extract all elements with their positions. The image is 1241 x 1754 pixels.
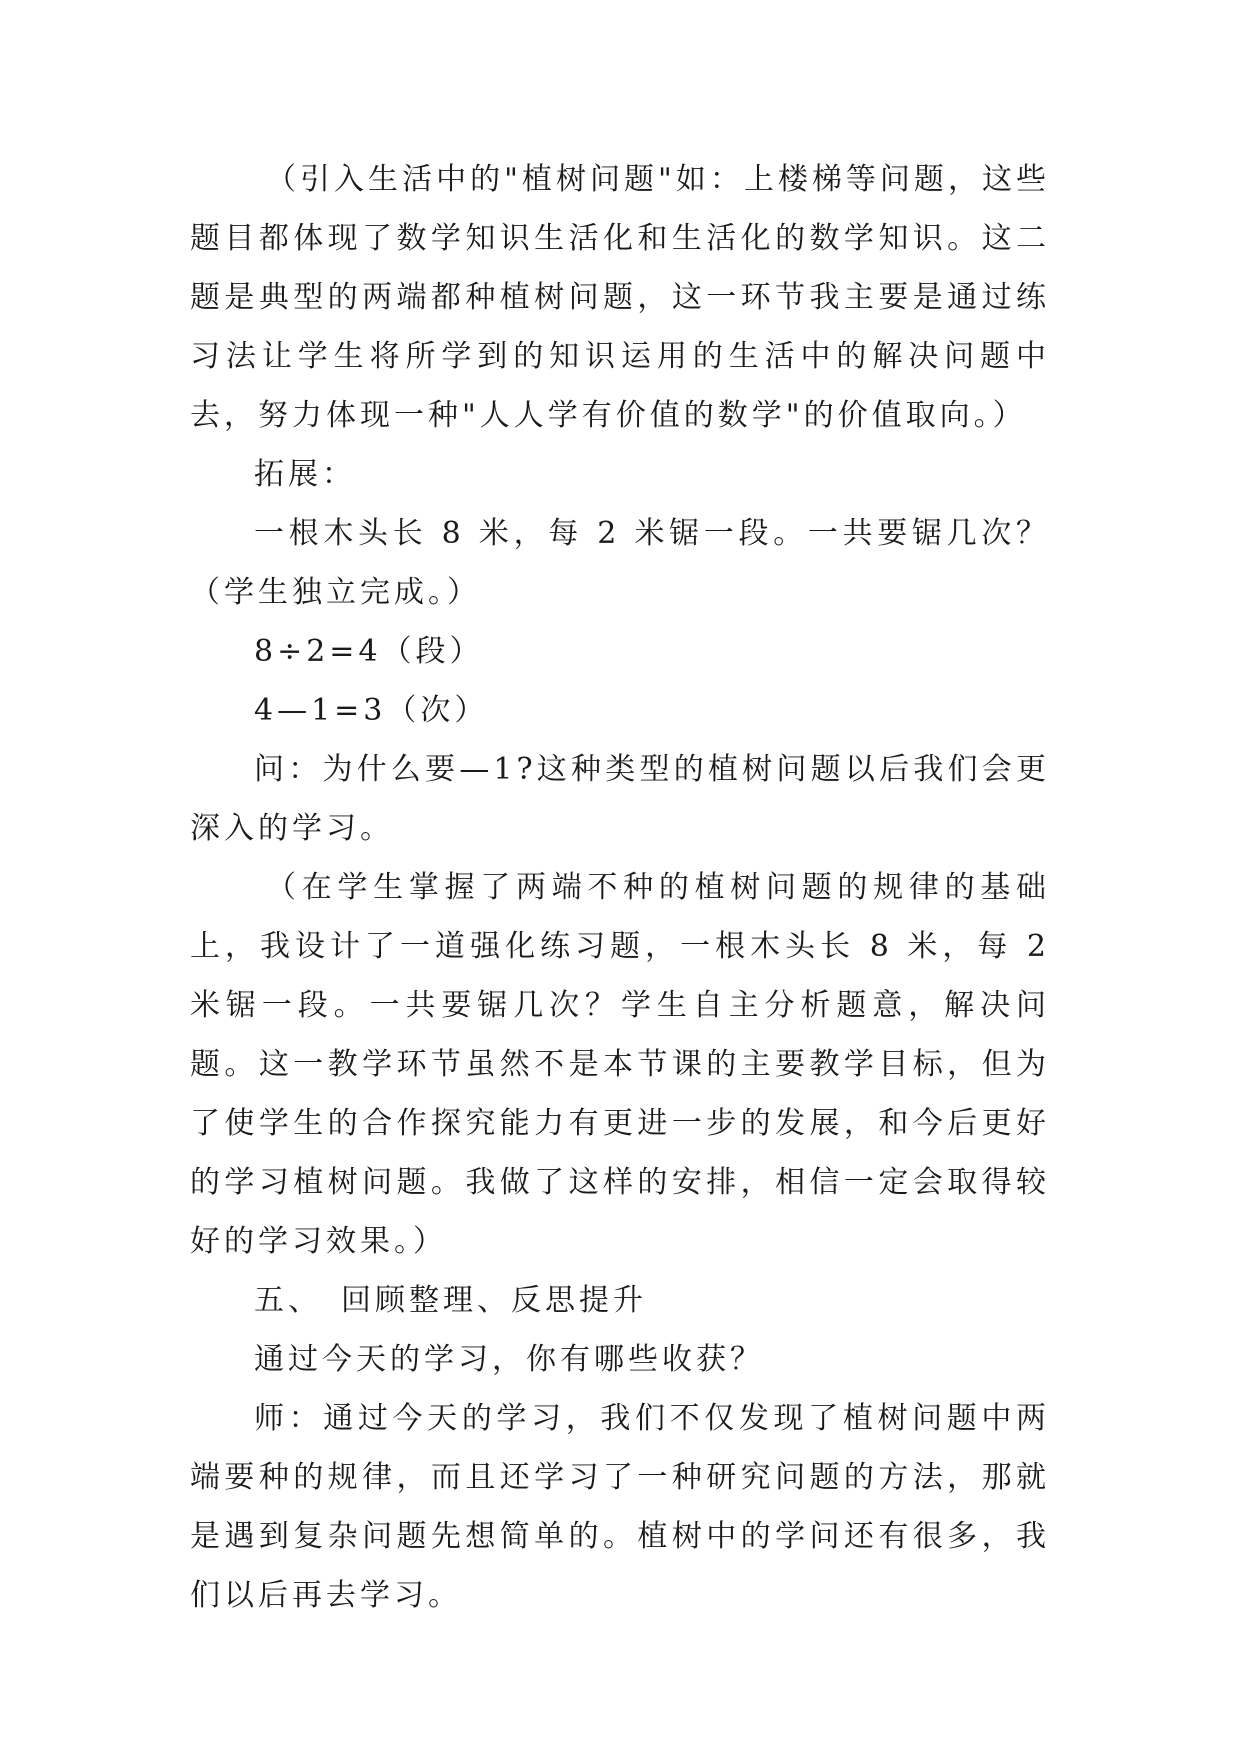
paragraph-wood-problem: 一根木头长 8 米，每 2 米锯一段。一共要锯几次？（学生独立完成。） xyxy=(190,516,1050,610)
paragraph-design-note: （在学生掌握了两端不种的植树问题的规律的基础上，我设计了一道强化练习题，一根木头长 8 米，每 2 米锯一段。一共要锯几次？学生自主分析题意，解决问题。这一教学环节虽然不是本节课的主要教学目标，但为了使学生的合作探究能力有更进一步的发展，和今后更好的学习植树问题。我做了这样的安排，相信一定会取得较好的学习效果。） xyxy=(190,870,1050,1259)
paragraph-teacher-summary: 师：通过今天的学习，我们不仅发现了植树问题中两端要种的规律，而且还学习了一种研究问题的方法，那就是遇到复杂问题先想简单的。植树中的学问还有很多，我们以后再去学习。 xyxy=(190,1401,1050,1613)
paragraph-intro-note: （引入生活中的"植树问题"如：上楼梯等问题，这些题目都体现了数学知识生活化和生活化的数学知识。这二题是典型的两端都种植树问题，这一环节我主要是通过练习法让学生将所学到的知识运用的生活中的解决问题中去，努力体现一种"人人学有价值的数学"的价值取向。） xyxy=(190,162,1050,433)
paragraph-extension-heading: 拓展： xyxy=(254,457,356,492)
document-body xyxy=(190,150,1050,1625)
paragraph-question: 问：为什么要—1?这种类型的植树问题以后我们会更深入的学习。 xyxy=(190,752,1050,846)
section-heading-review: 五、 回顾整理、反思提升 xyxy=(254,1283,647,1318)
paragraph-equation-segments: 8÷2=4（段） xyxy=(254,634,484,669)
paragraph-equation-cuts: 4—1=3（次） xyxy=(254,693,489,728)
paragraph-harvest-question: 通过今天的学习，你有哪些收获？ xyxy=(254,1342,764,1377)
